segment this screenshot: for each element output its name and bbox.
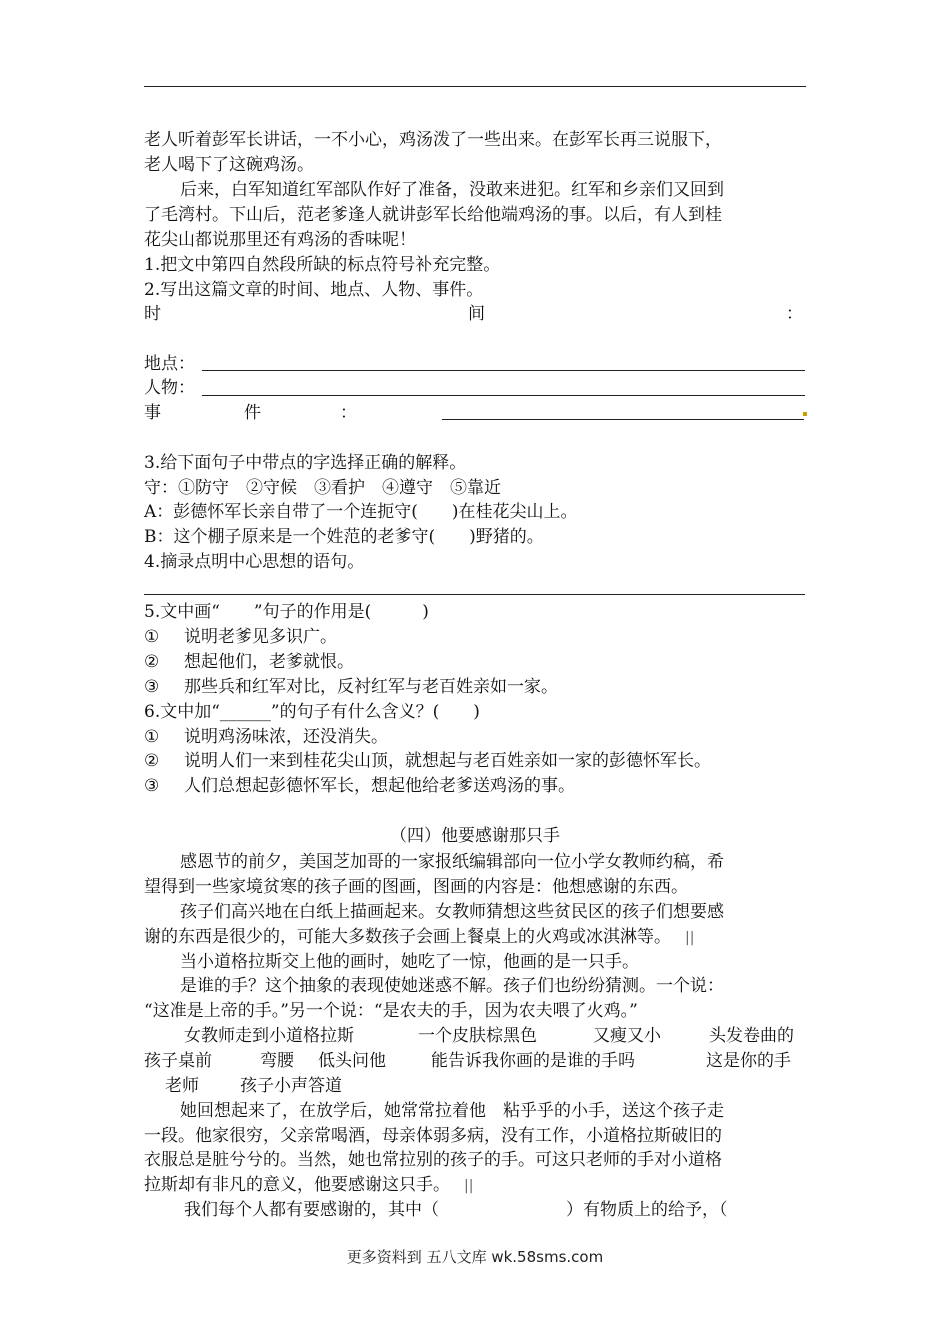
paragraph-line: 一段。他家很穷，父亲常喝酒，母亲体弱多病，没有工作，小道格拉斯破旧的	[144, 1126, 722, 1146]
option-number: ③	[144, 677, 160, 697]
segment: 这是你的手	[706, 1051, 791, 1071]
event-label-a: 事	[144, 403, 161, 423]
segment: 女教师走到小道格拉斯	[184, 1026, 354, 1046]
paragraph-line	[144, 925, 694, 949]
place-answer-line[interactable]	[202, 370, 805, 371]
option-number: ①	[144, 627, 160, 647]
paragraph-line: 孩子们高兴地在白纸上描画起来。女教师猜想这些贫民区的孩子们想要感	[180, 902, 724, 922]
segment: 一个皮肤棕黑色	[418, 1026, 537, 1046]
paragraph-line: 她回想起来了，在放学后，她常常拉着他 粘乎乎的小手，送这个孩子走	[180, 1101, 724, 1121]
option-text: 人们总想起彭德怀军长，想起他给老爹送鸡汤的事。	[184, 776, 575, 796]
question-3-b: B：这个棚子原来是一个姓范的老爹守( )野猪的。	[144, 527, 544, 547]
option-text: 想起他们，老爹就恨。	[184, 652, 354, 672]
paragraph-text: 谢的东西是很少的，可能大多数孩子会画上餐桌上的火鸡或冰淇淋等。	[144, 927, 671, 947]
paragraph-line: 是谁的手？这个抽象的表现使她迷惑不解。孩子们也纷纷猜测。一个说：	[180, 976, 724, 996]
paragraph-line: 感恩节的前夕，美国芝加哥的一家报纸编辑部向一位小学女教师约稿，希	[180, 852, 724, 872]
header-rule	[144, 86, 806, 87]
question-2: 2.写出这篇文章的时间、地点、人物、事件。	[144, 280, 484, 300]
option-text: 说明人们一来到桂花尖山顶，就想起与老百姓亲如一家的彭德怀军长。	[184, 751, 711, 771]
passage-line: 花尖山都说那里还有鸡汤的香味呢！	[144, 230, 416, 250]
segment: 老师	[165, 1076, 199, 1096]
question-1: 1.把文中第四自然段所缺的标点符号补充完整。	[144, 255, 501, 275]
event-answer-line[interactable]	[442, 419, 804, 420]
segment: 孩子小声答道	[240, 1076, 342, 1096]
question-3-a: A：彭德怀军长亲自带了一个连扼守( )在桂花尖山上。	[144, 502, 578, 522]
question-3-options: 守：①防守 ②守候 ③看护 ④遵守 ⑤靠近	[144, 478, 501, 498]
option-text: 说明老爹见多识广。	[184, 627, 337, 647]
pipe-marks: ||	[464, 1178, 474, 1194]
time-label-a: 时	[144, 304, 161, 324]
segment: 弯腰	[260, 1051, 294, 1071]
event-colon: ：	[340, 403, 357, 423]
passage-line: 后来，白军知道红军部队作好了准备，没敢来进犯。红军和乡亲们又回到	[180, 180, 724, 200]
section-title: （四）他要感谢那只手	[390, 826, 560, 846]
segment: 头发卷曲的	[709, 1026, 794, 1046]
segment: 低头问他	[318, 1051, 386, 1071]
passage-line: 老人喝下了这碗鸡汤。	[144, 155, 314, 175]
place-label: 地点：	[144, 354, 195, 374]
passage-line: 老人听着彭军长讲话，一不小心，鸡汤泼了一些出来。在彭军长再三说服下，	[144, 130, 722, 150]
option-number: ①	[144, 727, 160, 747]
option-number: ②	[144, 652, 160, 672]
paragraph-line: 衣服总是脏兮兮的。当然，她也常拉别的孩子的手。可这只老师的手对小道格	[144, 1150, 722, 1170]
pipe-marks: ||	[685, 930, 695, 946]
time-colon: ：	[786, 304, 803, 324]
passage-line: 了毛湾村。下山后，范老爹逢人就讲彭军长给他端鸡汤的事。以后，有人到桂	[144, 205, 722, 225]
option-number: ②	[144, 751, 160, 771]
option-text: 说明鸡汤味浓，还没消失。	[184, 727, 388, 747]
option-text: 那些兵和红军对比，反衬红军与老百姓亲如一家。	[184, 677, 558, 697]
segment: 我们每个人都有要感谢的，其中（	[184, 1200, 439, 1220]
mark-dot	[803, 412, 807, 416]
time-label-b: 间	[468, 304, 485, 324]
footer-text: 更多资料到 五八文库 wk.58sms.com	[346, 1248, 604, 1266]
people-label: 人物：	[144, 378, 195, 398]
segment: 能告诉我你画的是谁的手吗	[431, 1051, 635, 1071]
people-answer-line[interactable]	[202, 395, 805, 396]
event-label-b: 件	[244, 403, 261, 423]
question-6: 6.文中加“______”的句子有什么含义？( )	[144, 702, 480, 722]
question-4: 4.摘录点明中心思想的语句。	[144, 552, 365, 572]
paragraph-line	[144, 1173, 473, 1197]
paragraph-line: 望得到一些家境贫寒的孩子画的图画，图画的内容是：他想感谢的东西。	[144, 877, 688, 897]
question-4-answer-line[interactable]	[144, 594, 805, 595]
segment: 又瘦又小	[593, 1026, 661, 1046]
segment: ）有物质上的给予，（	[566, 1200, 728, 1220]
segment: 孩子桌前	[144, 1051, 212, 1071]
question-3: 3.给下面句子中带点的字选择正确的解释。	[144, 453, 467, 473]
question-5: 5.文中画“ ”句子的作用是( )	[144, 602, 429, 622]
paragraph-line: 当小道格拉斯交上他的画时，她吃了一惊，他画的是一只手。	[180, 952, 639, 972]
paragraph-text: 拉斯却有非凡的意义，他要感谢这只手。	[144, 1175, 450, 1195]
paragraph-line: “这准是上帝的手。”另一个说：“是农夫的手，因为农夫喂了火鸡。”	[144, 1001, 638, 1021]
option-number: ③	[144, 776, 160, 796]
